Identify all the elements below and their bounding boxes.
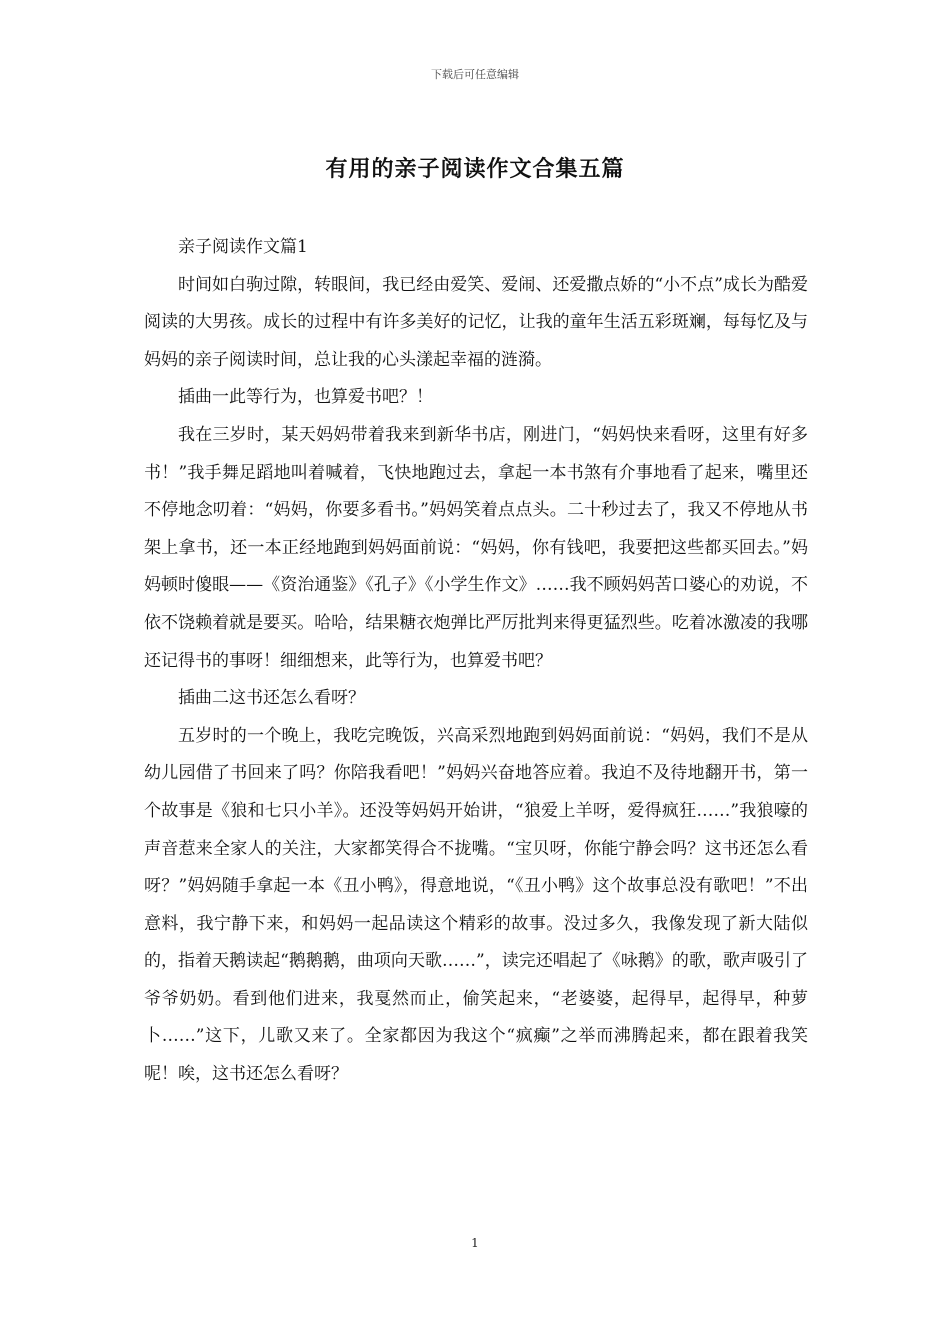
header-note: 下载后可任意编辑 (431, 68, 519, 81)
paragraph: 五岁时的一个晚上，我吃完晚饭，兴高采烈地跑到妈妈面前说：“妈妈，我们不是从幼儿园借了书回来了吗？你陪我看吧！”妈妈兴奋地答应着。我迫不及待地翻开书，第一个故事是《狼和七只小羊》。还没等妈妈开始讲，“狼爱上羊呀，爱得疯狂……”我狼嚎的声音惹来全家人的关注，大家都笑得合不拢嘴。“宝贝呀，你能宁静会吗？这书还怎么看呀？”妈妈随手拿起一本《丑小鸭》，得意地说，“《丑小鸭》这个故事总没有歌吧！”不出意料，我宁静下来，和妈妈一起品读这个精彩的故事。没过多久，我像发现了新大陆似的，指着天鹅读起“鹅鹅鹅，曲项向天歌……”，读完还唱起了《咏鹅》的歌，歌声吸引了爷爷奶奶。看到他们进来，我戛然而止，偷笑起来，“老婆婆，起得早，起得早，种萝卜……”这下，儿歌又来了。全家都因为我这个“疯癫”之举而沸腾起来，都在跟着我笑呢！唉，这书还怎么看呀？ (144, 725, 808, 1085)
subheading: 插曲二这书还怎么看呀？ (178, 688, 365, 709)
document-title: 有用的亲子阅读作文合集五篇 (325, 156, 625, 182)
page-number: 1 (471, 1236, 479, 1250)
document-body (144, 229, 808, 1094)
paragraph: 时间如白驹过隙，转眼间，我已经由爱笑、爱闹、还爱撒点娇的“小不点”成长为酷爱阅读的大男孩。成长的过程中有许多美好的记忆，让我的童年生活五彩斑斓，每每忆及与妈妈的亲子阅读时间，总让我的心头漾起幸福的涟漪。 (144, 274, 808, 370)
section-heading: 亲子阅读作文篇1 (178, 237, 308, 257)
paragraph: 我在三岁时，某天妈妈带着我来到新华书店，刚进门，“妈妈快来看呀，这里有好多书！”我手舞足蹈地叫着喊着，飞快地跑过去，拿起一本书煞有介事地看了起来，嘴里还不停地念叨着：“妈妈，你要多看书。”妈妈笑着点点头。二十秒过去了，我又不停地从书架上拿书，还一本正经地跑到妈妈面前说：“妈妈，你有钱吧，我要把这些都买回去。”妈妈顿时傻眼——《资治通鉴》《孔子》《小学生作文》……我不顾妈妈苦口婆心的劝说，不依不饶赖着就是要买。哈哈，结果糖衣炮弹比严厉批判来得更猛烈些。吃着冰激凌的我哪还记得书的事呀！细细想来，此等行为，也算爱书吧？ (144, 424, 808, 671)
subheading: 插曲一此等行为，也算爱书吧？！ (178, 387, 433, 408)
